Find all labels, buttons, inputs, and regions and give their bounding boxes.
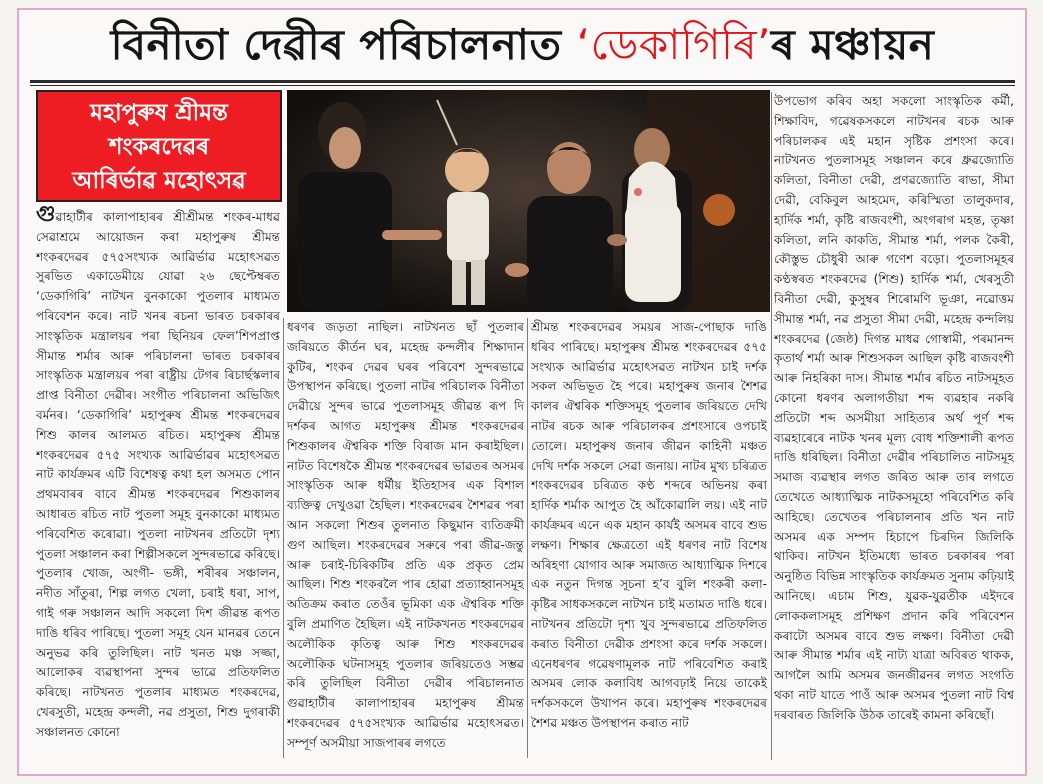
headline-rule-thin <box>30 85 1015 86</box>
photo-illustration <box>287 90 770 312</box>
drop-cap: গু <box>36 206 56 227</box>
side-box-line2: শংকৰদেৱৰ <box>108 134 210 160</box>
column-2-text: ধৰণৰ জড়তা নাছিল। নাটখনত ছাঁ পুতলাৰ জৰিয়তে কীৰ্তন ঘৰ, মহেন্দ্ৰ কন্দলীৰ শিক্ষাদান কুটিৰ, শংকৰ দেৱৰ ঘৰৰ পৰিবেশ সুন্দৰভাৱে উপস্থাপন কৰিছে। পুতলা নাটৰ পৰিচালক বিনীতা দেৱীয়ে সুন্দৰ ভাৱে পুতলাসমূহ জীৱন্ত ৰূপ দি দৰ্শকৰ আগত মহাপুৰুষ শ্ৰীমন্ত শংকৰদেৱৰ শিশুকালৰ ঐশ্বৰিক শক্তি বিৰাজ মান কৰাইছিল। নাটত বিশেষকৈ শ্ৰীমন্ত শংকৰদেৱৰ ভাৱতৰ অসমৰ সাংস্কৃতিক আৰু ধৰ্মীয় ইতিহাসৰ এক বিশাল ব্যক্তিত্ব দেখুওৱা হৈছিল। শংকৰদেৱৰ শৈশৱৰ পৰা আন সকলো শিশুৰ তুলনাত কিছুমান ব্যতিক্ৰমী গুণ আছিল। শংকৰদেৱৰ সৰুৰে পৰা জীৱ-জন্তু আৰু চৰাই-চিৰিকটিৰ প্ৰতি এক প্ৰকৃত প্ৰেম আছিল। শিশু শংকৰলৈ পাৰ হোৱা প্ৰত্যাহ্বানসমূহ অতিক্ৰম কৰাত তেওঁৰ ভূমিকা এক ঐশ্বৰিক শক্তি বুলি প্ৰমাণিত হৈছিল। এই নাটকখনত শংকৰদেৱৰ অলৌকিক কৃতিত্ব আৰু শিশু শংকৰদেৱৰ অলৌকিক ঘটনাসমূহ পুতলাৰ জৰিয়তেও সম্ভৱ কৰি তুলিছিল বিনীতা দেৱীৰ পৰিচালনাত গুৱাহাটীৰ কালাপাহাৰৰ মহাপুৰুষ শ্ৰীমন্ত শংকৰদেৱৰ ৫৭৫সংখ্যক আৱিৰ্ভাৱ মহোৎসৱত। সম্পূৰ্ণ অসমীয়া সাজপাৰৰ লগতে <box>287 320 524 750</box>
column-1-text: ৱাহাটীৰ কালাপাহাৰৰ শ্ৰীশ্ৰীমন্ত শংকৰ-মাধৱ সেৱাশ্ৰমে আয়োজন কৰা মহাপুৰুষ শ্ৰীমন্ত শংকৰদেৱৰ ৫৭৫সংখ্যক আৱিৰ্ভাৱ মহোৎসৱত সুৰভিত একাডেমীয়ে যোৱা ২৬ ছেপ্টেম্বৰত ‘ডেকাগিৰি’ নাটখন বুনকাকো পুতলাৰ মাধ্যমত পৰিবেশন কৰে। নাট খনৰ ৰচনা ভাৰত চৰকাৰৰ সাংস্কৃতিক মন্ত্ৰালয়ৰ পৰা ছিনিয়ৰ ফেল’শিপপ্ৰাপ্ত সীমান্ত শৰ্মাৰ আৰু পৰিচালনা ভাৰত চৰকাৰৰ সাংস্কৃতিক মন্ত্ৰালয়ৰ পৰা ৰাষ্ট্ৰীয় টেগৰ ৰিচাৰ্ছস্কলাৰ প্ৰাপ্ত বিনীতা দেৱীৰ। সংগীত পৰিচালনা অভিজিৎ বৰ্মনৰ। ‘ডেকাগিৰি’ মহাপুৰুষ শ্ৰীমন্ত শংকৰদেৱৰ শিশু কালৰ আলমত ৰচিত। মহাপুৰুষ শ্ৰীমন্ত শংকৰদেৱৰ ৫৭৫ সংখ্যক আৱিৰ্ভাৱৰ মহোৎসৱত নাট কাৰ্যক্ৰমৰ এটি বিশেষত্ব কথা হল অসমত পোন প্ৰথমবাৰৰ বাবে শ্ৰীমন্ত শংকৰদেৱৰ শিশুকালৰ আধাৰত ৰচিত নাট পুতলা সমূহ বুনকাকো মাধ্যমত পৰিবেশিত কৰোৱা। পুতলা নাটখনৰ প্ৰতিটো দৃশ্য পুতলা সঞ্চালন কৰা শিল্পীসকলে সুন্দৰভাৱে কৰিছে। পুতলাৰ খোজ, অংগী- ভঙ্গী, শৰীৰৰ সঞ্চালন, নদীত সাঁতুৰা, শিল্প লগত খেলা, চৰাই ধৰা, সাপ, গাই গৰু সঞ্চালন আদি সকলো দিশ জীৱন্ত ৰূপত দাঙি ধৰিব পাৰিছে। পুতলা সমূহ যেন মানৱৰ তেনে অনুভৱ কৰি তুলিছিল। নাট খনত মঞ্চ সজ্জা, আলোকৰ ব্যৱস্থাপনা সুন্দৰ ভাৱে প্ৰতিফলিত কৰিছে। নাটখনত পুতলাৰ মাধ্যমত শংকৰদেৱ, খেৰসুতী, মহেন্দ্ৰ কন্দলী, নৱ প্ৰসুতা, শিশু দুগৰাকী সঞ্চালনত কোনো <box>36 210 280 739</box>
column-3-text: শ্ৰীমন্ত শংকৰদেৱৰ সময়ৰ সাজ-পোছাক দাঙি ধৰিব পাৰিছে। মহাপুৰুষ শ্ৰীমন্ত শংকৰদেৱৰ ৫৭৫ সংখ্যক আৱিৰ্ভাৱ মহোৎসৱত নাটখন চাই দৰ্শক সকল অভিভূত হৈ পৰে। মহাপুৰুষ জনাৰ শৈশৱ কালৰ ঐশ্বৰিক শক্তিসমূহ পুতলাৰ জৰিয়তে দেখি নাটৰ ৰচক আৰু পৰিচালকৰ প্ৰশংসাৰে ওপচাই তোলে। মহাপুৰুষ জনাৰ জীৱন কাহিনী মঞ্চত দেখি দৰ্শক সকলে সেৱা জনায়। নাটৰ মুখ্য চৰিত্ৰত শংকৰদেৱৰ চৰিত্ৰত কণ্ঠ শব্দৰে অভিনয় কৰা হাৰ্দিক শৰ্মাক আপুত হৈ আঁকোৱালি লয়। এই নাট কাৰ্যক্ৰমৰ এনে এক মহান কাৰ্যই অসমৰ বাবে শুভ লক্ষণ। শিক্ষাৰ ক্ষেত্ৰতো এই ধৰণৰ নাট বিশেষ অৰিহণা যোগাব আৰু সমাজত আধ্যাত্মিক দিশৰে এক নতুন দিগন্ত সূচনা হ’ব বুলি শংকৰী কলা-কৃষ্টিৰ সাধকসকলে নাটখন চাই মতামত দাঙি ধৰে। নাটখনৰ প্ৰতিটো দৃশ্য খুব সুন্দৰভাৱে প্ৰতিফলিত কৰাত বিনীতা দেৱীক প্ৰশংসা কৰে দৰ্শক সকলে। এনেধৰণৰ গৱেষণামূলক নাট পৰিবেশিত কৰাই অসমৰ লোক কলাবিধ আগবঢ়াই নিয়ে তাকেই দৰ্শকসকলে উখাপন কৰে। মহাপুৰুষ শংকৰদেৱৰ শৈশৱ মঞ্চত উপস্থাপন কৰাত নাট <box>531 320 767 730</box>
headline-rule <box>30 80 1015 83</box>
column-divider <box>771 92 772 760</box>
puppet-performance-photo <box>287 90 770 312</box>
side-box <box>36 90 282 202</box>
article-column-3 <box>531 318 767 758</box>
headline-part2: ৰ মঞ্চায়ন <box>771 20 935 69</box>
headline <box>30 14 1015 76</box>
article-column-4 <box>774 92 1014 760</box>
column-4-text: উপভোগ কৰিব অহা সকলো সাংস্কৃতিক কৰ্মী, শিক্ষাবিদ, গৱেষকসকলে নাটখনৰ ৰচক আৰু পৰিচালকৰ এই মহান সৃষ্টিক প্ৰশংসা কৰে। নাটখনত পুতলাসমূহ সঞ্চালন কৰে ধ্ৰুৱজ্যোতি কলিতা, বিনীতা দেৱী, প্ৰণৱজ্যোতি ৰাভা, সীমা দেৱী, বেকিবুল আহমেদ, কৰিস্মিতা তালুকদাৰ, হাৰ্দিক শৰ্মা, কৃষ্টি ৰাজবংশী, অংগৰাগ মহন্ত, তৃষ্ণা কলিতা, লনি কাকতি, সীমান্ত শৰ্মা, পলক কৈৰী, কৌস্তুভ চৌধুৰী আৰু গণেশ বড়ো। পুতলাসমূহৰ কণ্ঠস্বৰত শংকৰদেৱ (শিশু) হাৰ্দিক শৰ্মা, খেৰসুতী বিনীতা দেৱী, কুসুম্বৰ শিৰোমণি ভূঞা, নৱোত্তম সীমান্ত শৰ্মা, নৱ প্ৰসুতা সীমা দেৱী, মহেন্দ্ৰ কন্দলিয় শংকৰদেৱ (জেষ্ঠ) দিগন্ত মাধৱ গোস্বামী, পৰমানন্দ কৃতাৰ্থ শৰ্মা আৰু শিশুসকল আছিল কৃষ্টি ৰাজবংশী আৰু নিহৰিকা দাস। সীমান্ত শৰ্মাৰ ৰচিত নাটসমূহত কোনো ধৰণৰ অলাগতীয়া শব্দ ব্যৱহাৰ নকৰি প্ৰতিটো শব্দ অসমীয়া সাহিত্যৰ অৰ্থ পূৰ্ণ শব্দ ব্যৱহাৰেৰে নাটক খনৰ মূল্য বোধ শক্তিশালী ৰূপত দাঙি ধৰিছিল। বিনীতা দেৱীৰ পৰিচালিত নাটসমূহ সমাজ ব্যৱস্থাৰ লগত জৰিত আৰু তাৰ লগতে তেখেতে আধ্যাত্মিক নাটকসমূহো পৰিবেশিত কৰি আহিছে। তেখেতৰ পৰিচালনাৰ প্ৰতি খন নাট অসমৰ এক সম্পদ হিচাপে চিৰদিন জিলিকি থাকিব। নাটখন ইতিমধ্যে ভাৰত চৰকাৰৰ পৰা অনুষ্ঠিত বিভিন্ন সাংস্কৃতিক কাৰ্যক্ৰমত সুনাম কঢ়িয়াই আনিছে। এচাম শিশু, যুৱক-যুৱতীক এইদৰে লোককলাসমূহ প্ৰশিক্ষণ প্ৰদান কৰি পৰিবেশন কৰাটো অসমৰ বাবে শুভ লক্ষণ। বিনীতা দেৱী আৰু সীমান্ত শৰ্মাৰ এই নাট্য যাত্ৰা অবিৰত থাকক, আগলৈ আমি অসমৰ জনজীৱনৰ লগত সংগতি থকা নাট যাতে পাওঁ আৰু অসমৰ পুতলা নাট বিশ্ব দৰবাৰত জিলিকি উঠক তাৰেই কামনা কৰিছোঁ। <box>774 94 1014 722</box>
article-column-2 <box>287 318 524 758</box>
headline-part1: বিনীতা দেৱীৰ পৰিচালনাত <box>110 20 577 69</box>
headline-highlight: ‘ডেকাগিৰি’ <box>576 20 772 69</box>
side-box-line3: আৰিৰ্ভাৱ মহোৎসৱ <box>72 168 246 194</box>
column-divider <box>527 318 528 758</box>
column-divider <box>283 318 284 758</box>
article-column-1 <box>36 206 280 761</box>
side-box-line1: মহাপুৰুষ শ্ৰীমন্ত <box>90 100 228 126</box>
